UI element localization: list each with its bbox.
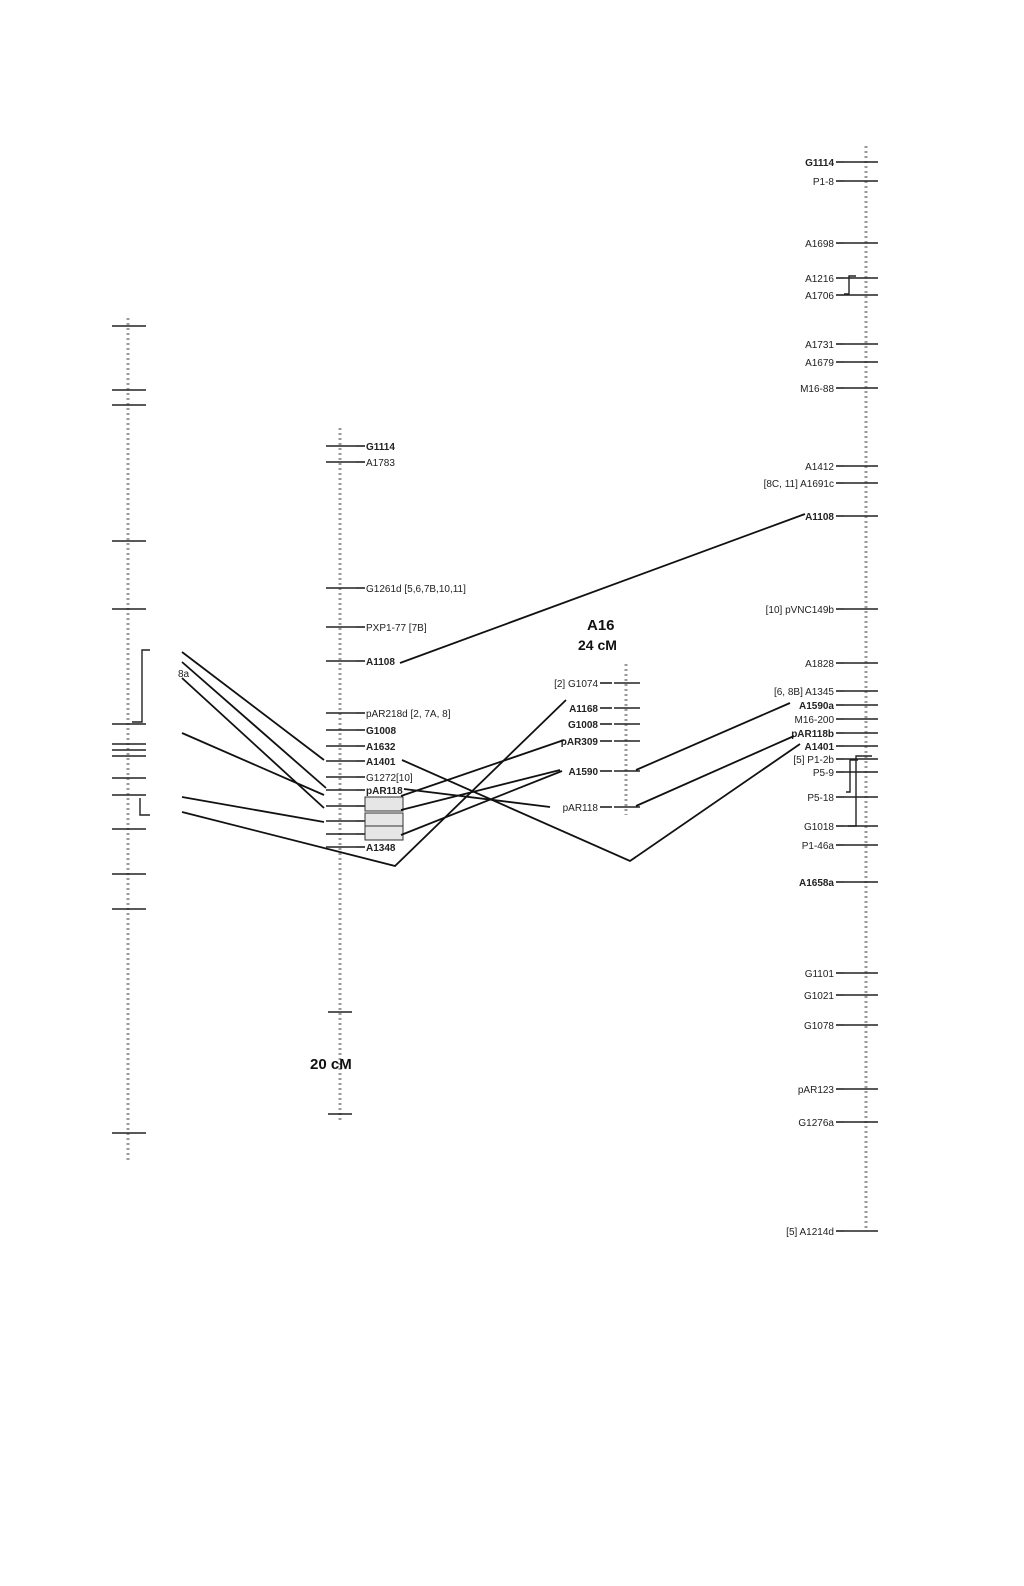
left-map-label: 8a (178, 669, 190, 680)
a16-marker-label: pAR309 (560, 737, 598, 748)
center-marker-label: A1783 (366, 458, 395, 469)
right-marker-label: P5-18 (807, 793, 834, 804)
connector-line (636, 736, 794, 806)
right-marker-label: [6, 8B] A1345 (773, 687, 834, 698)
right-marker-label: P1-46a (801, 841, 834, 852)
a16-marker-label: pAR118 (562, 803, 598, 814)
right-marker-label: G1021 (803, 991, 834, 1002)
right-marker-label: A1706 (805, 291, 834, 302)
right-marker-list (764, 158, 878, 1238)
right-marker-label: A1658a (798, 878, 834, 889)
right-marker-label: M16-88 (800, 384, 834, 395)
right-marker-label: A1698 (805, 239, 834, 250)
right-marker-label: pAR118b (791, 729, 834, 740)
center-marker-label: G1272[10] (366, 773, 413, 784)
center-marker-label: A1348 (366, 843, 396, 854)
right-marker-label: [10] pVNC149b (765, 605, 834, 616)
right-marker-label: P1-8 (812, 177, 834, 188)
a16-title: A16 (587, 617, 615, 634)
right-marker-label: A1401 (804, 742, 834, 753)
center-marker-label: PXP1-77 [7B] (366, 623, 427, 634)
a16-marker-label: G1008 (567, 720, 598, 731)
center-marker-list (326, 442, 466, 854)
right-marker-label: P5-9 (812, 768, 834, 779)
right-marker-label: A1731 (805, 340, 834, 351)
right-marker-label: A1216 (805, 274, 834, 285)
right-marker-label: G1101 (804, 969, 834, 980)
right-marker-label: A1828 (805, 659, 834, 670)
connector-line (401, 740, 564, 796)
right-map-bracket (848, 756, 872, 826)
right-marker-label: [5] P1-2b (793, 755, 834, 766)
right-marker-label: G1078 (803, 1021, 834, 1032)
right-marker-label: A1412 (805, 462, 834, 473)
connector-line (636, 703, 790, 770)
right-marker-label: A1679 (805, 358, 834, 369)
marker-highlight-box (365, 826, 403, 840)
a16-marker-label: A1168 (569, 704, 598, 715)
center-marker-label: A1401 (366, 757, 396, 768)
marker-highlight-box (365, 813, 403, 827)
right-map (764, 146, 878, 1238)
center-marker-label: G1008 (366, 726, 397, 737)
right-marker-label: G1276a (798, 1118, 834, 1129)
center-marker-label: pAR118 (366, 786, 403, 797)
marker-highlight-box (365, 797, 403, 811)
right-marker-label: [5] A1214d (786, 1227, 834, 1238)
scale-label: 20 cM (310, 1056, 352, 1073)
a16-length: 24 cM (578, 637, 617, 653)
right-marker-label: M16-200 (794, 715, 834, 726)
center-map (310, 428, 466, 1120)
center-marker-label: G1114 (366, 442, 395, 453)
left-map-bracket (132, 650, 150, 722)
a16-marker-label: A1590 (568, 767, 598, 778)
left-map-bracket (140, 798, 150, 815)
a16-marker-label: [2] G1074 (554, 679, 598, 690)
connector-line (182, 662, 326, 788)
right-marker-label: G1114 (805, 158, 834, 169)
left-map (112, 318, 190, 1160)
right-marker-label: G1018 (803, 822, 834, 833)
center-marker-label: A1632 (366, 742, 396, 753)
center-marker-label: A1108 (366, 657, 395, 668)
center-marker-label: G1261d [5,6,7B,10,11] (366, 584, 466, 595)
a16-map (554, 617, 640, 815)
right-marker-label: A1590a (798, 701, 834, 712)
right-marker-label: A1108 (805, 512, 834, 523)
center-marker-label: pAR218d [2, 7A, 8] (366, 709, 451, 720)
right-marker-label: [8C, 11] A1691c (763, 479, 834, 490)
homology-connectors (182, 514, 805, 866)
right-marker-label: pAR123 (797, 1085, 834, 1096)
